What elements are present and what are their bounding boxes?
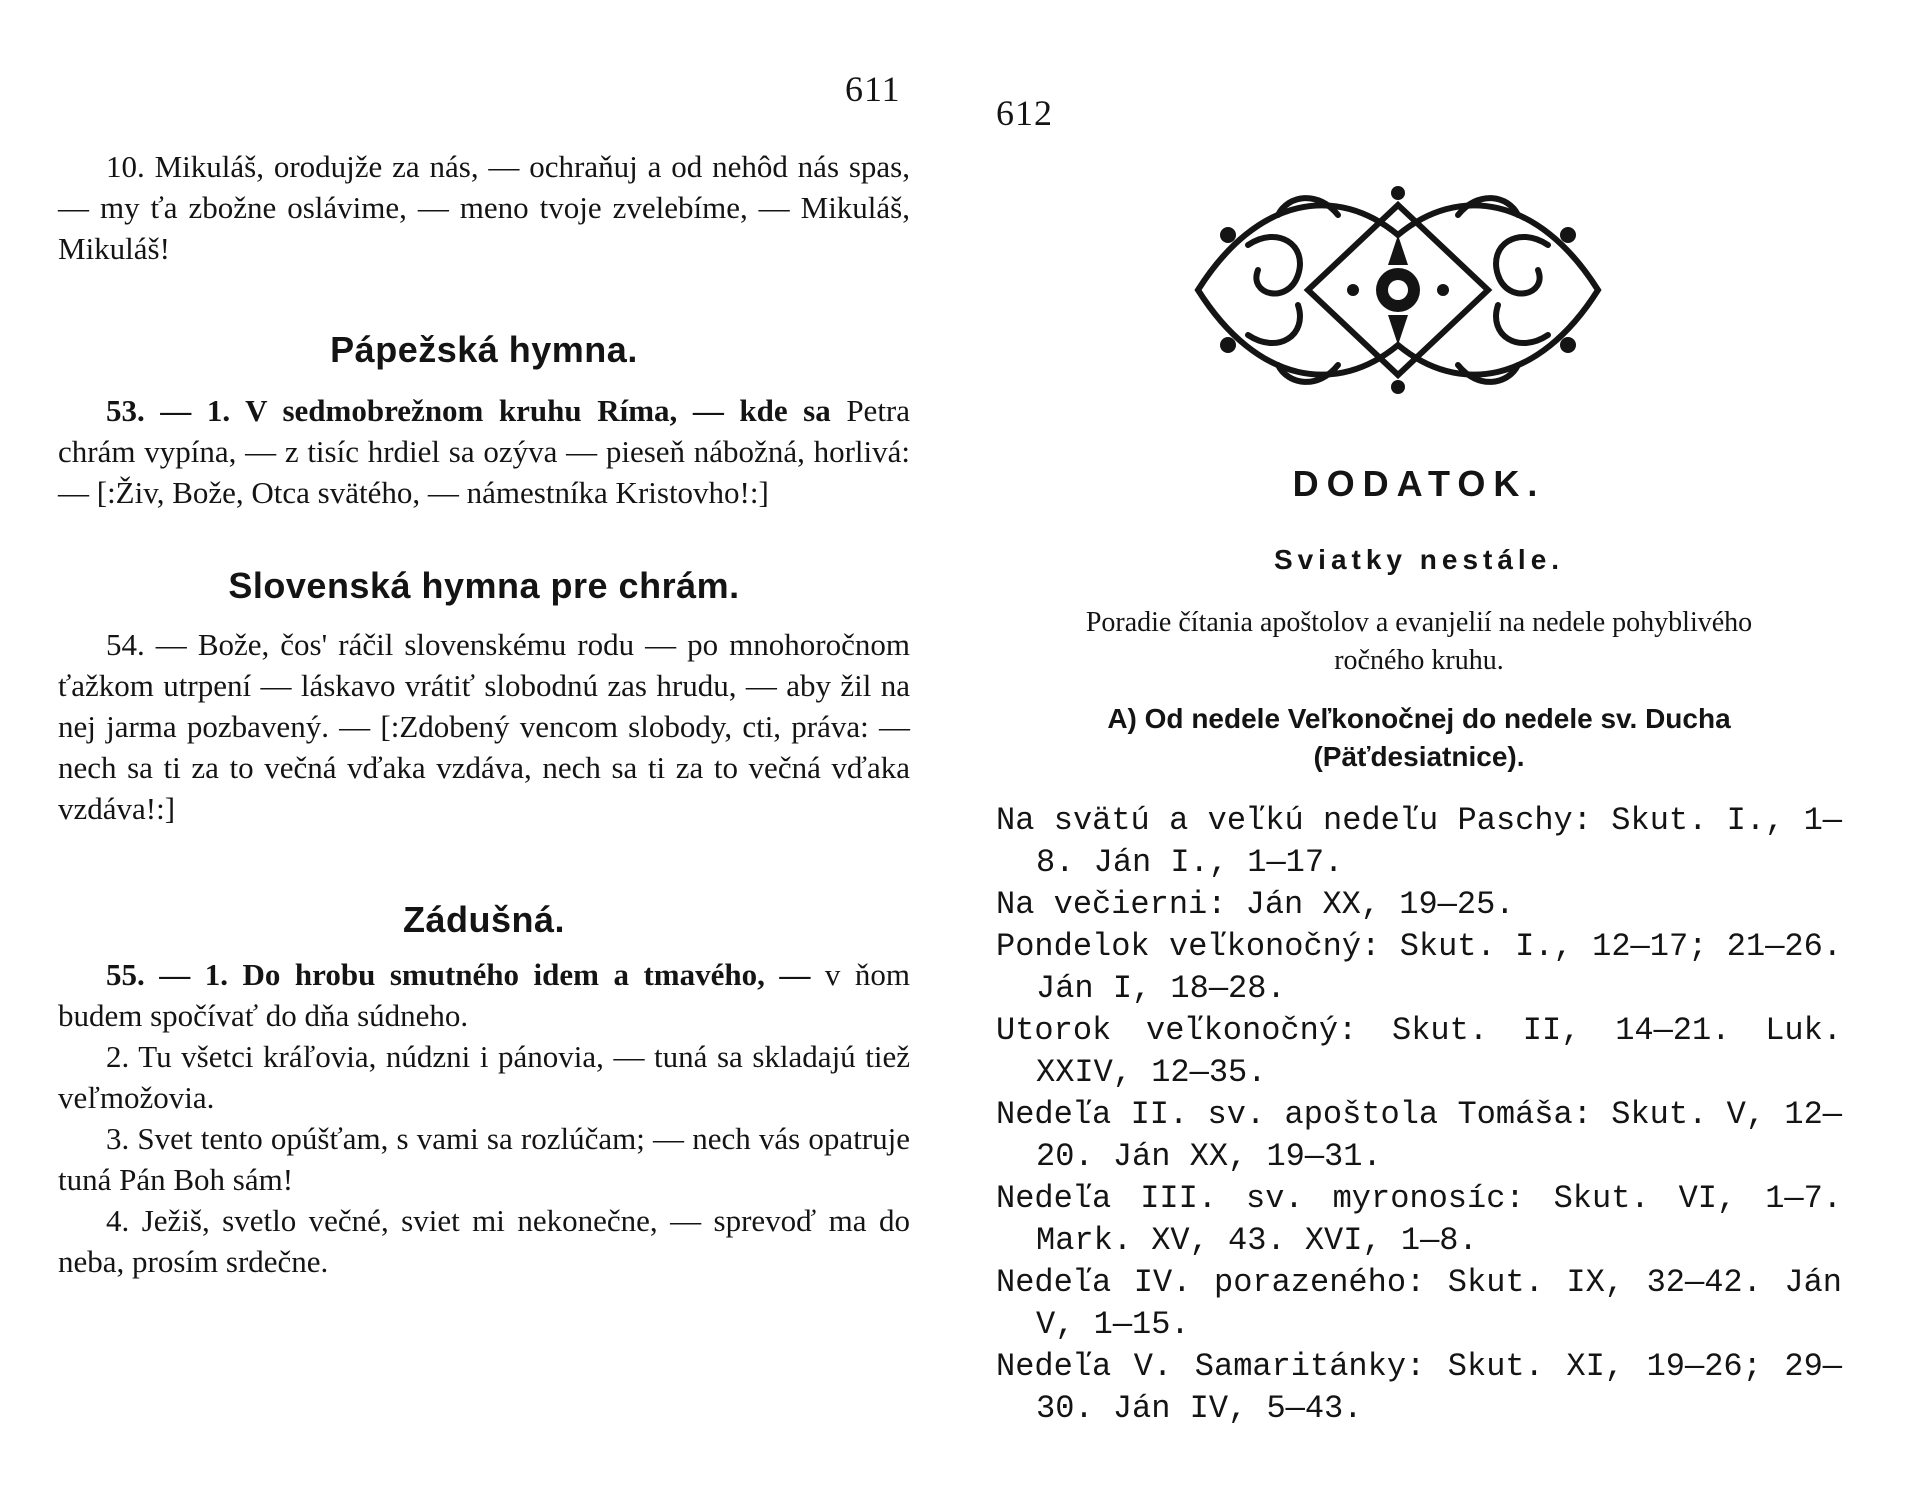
reading-item: Pondelok veľkonočný: Skut. I., 12—17; 21—26. Ján I, 18—28. bbox=[996, 928, 1842, 1007]
heading-papezska-hymna: Pápežská hymna. bbox=[330, 329, 638, 370]
left-column bbox=[58, 146, 910, 1282]
hymn-55-first-line: 55. — 1. Do hrobu smutného idem a tmavého, — bbox=[106, 957, 811, 992]
verse-10: 10. Mikuláš, orodujže za nás, — ochraňuj a od nehôd nás spas, — my ťa zbožne oslávime, — meno tvoje zvelebíme, — Mikuláš, Mikuláš! bbox=[58, 149, 910, 266]
title-dodatok: DODATOK. bbox=[1292, 463, 1546, 504]
reading-item: Nedeľa V. Samaritánky: Skut. XI, 19—26; 29—30. Ján IV, 5—43. bbox=[996, 1348, 1842, 1427]
intro-text: Poradie čítania apoštolov a evanjelií na nedele pohyblivého ročného kruhu. bbox=[1085, 607, 1753, 676]
readings-list bbox=[996, 800, 1842, 1430]
section-a-heading: A) Od nedele Veľkonočnej do nedele sv. Ducha (Päťdesiatnice). bbox=[1107, 703, 1731, 772]
hymn-55-verse-4: 4. Ježiš, svetlo večné, sviet mi nekonečne, — sprevoď ma do neba, prosím srdečne. bbox=[58, 1203, 910, 1279]
page-number-612: 612 bbox=[996, 93, 1053, 133]
hymn-55-verse-3: 3. Svet tento opúšťam, s vami sa rozlúčam; — nech vás opatruje tuná Pán Boh sám! bbox=[58, 1121, 910, 1197]
heading-slovenska-hymna: Slovenská hymna pre chrám. bbox=[228, 565, 740, 606]
hymn-53-text: Petra chrám vypína, — z tisíc hrdiel sa ozýva — pieseň nábožná, horlivá: — [:Živ, Bože, Otca svätého, — námestníka Kristovho!:] bbox=[58, 393, 911, 510]
hymn-53-first-line: 53. — 1. V sedmobrežnom kruhu Ríma, — kde sa bbox=[106, 393, 831, 428]
right-column bbox=[996, 460, 1842, 1430]
hymn-54: 54. — Bože, čos' ráčil slovenskému rodu — po mnohoročnom ťažkom utrpení — láskavo vrátiť slobodnú zas hrudu, — aby žil na nej jarma pozbavený. — [:Zdobený vencom slobody, cti, práva: — nech sa ti za to večná vďaka vzdáva, nech sa ti za to večná vďaka vzdáva!:] bbox=[58, 627, 910, 826]
reading-item: Nedeľa II. sv. apoštola Tomáša: Skut. V, 12—20. Ján XX, 19—31. bbox=[996, 1096, 1842, 1175]
reading-item: Nedeľa III. sv. myronosíc: Skut. VI, 1—7. Mark. XV, 43. XVI, 1—8. bbox=[996, 1180, 1842, 1259]
floral-ornament-icon bbox=[1188, 175, 1608, 405]
reading-item: Na svätú a veľkú nedeľu Paschy: Skut. I., 1—8. Ján I., 1—17. bbox=[996, 802, 1842, 881]
hymn-55-text: v ňom budem spočívať do dňa súdneho. bbox=[58, 957, 910, 1033]
page-number-611: 611 bbox=[845, 69, 901, 109]
reading-item: Nedeľa IV. porazeného: Skut. IX, 32—42. Ján V, 1—15. bbox=[996, 1264, 1842, 1343]
hymn-55-verse-2: 2. Tu všetci kráľovia, núdzni i pánovia, — tuná sa skladajú tiež veľmožovia. bbox=[58, 1039, 910, 1115]
reading-item: Na večierni: Ján XX, 19—25. bbox=[996, 886, 1515, 923]
right-page bbox=[956, 0, 1912, 1500]
hymn-53 bbox=[58, 390, 910, 513]
hymn-55 bbox=[58, 954, 910, 1036]
heading-zadusna: Zádušná. bbox=[402, 899, 566, 940]
subtitle-sviatky-nestale: Sviatky nestále. bbox=[1273, 544, 1565, 575]
reading-item: Utorok veľkonočný: Skut. II, 14—21. Luk. XXIV, 12—35. bbox=[996, 1012, 1842, 1091]
